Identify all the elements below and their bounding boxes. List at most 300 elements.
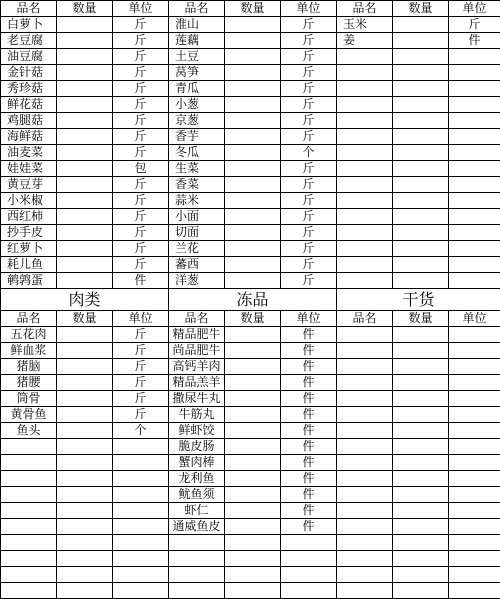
quantity-cell[interactable]: [225, 225, 281, 241]
table-row: [1, 567, 500, 583]
quantity-cell[interactable]: [393, 273, 449, 289]
empty-cell: [449, 81, 500, 97]
item-name: 猪脑: [1, 359, 57, 375]
empty-cell: [337, 455, 393, 471]
quantity-cell[interactable]: [225, 33, 281, 49]
empty-cell: [449, 273, 500, 289]
table-row: [1, 145, 500, 161]
quantity-cell[interactable]: [225, 359, 281, 375]
item-name: 尚品肥牛: [169, 343, 225, 359]
quantity-cell[interactable]: [393, 375, 449, 391]
empty-cell: [113, 439, 169, 455]
item-unit: 斤: [113, 327, 169, 343]
table-row: [1, 423, 500, 439]
quantity-cell[interactable]: [393, 535, 449, 551]
quantity-cell[interactable]: [393, 567, 449, 583]
col-header-unit: 单位: [281, 1, 337, 17]
empty-cell: [337, 327, 393, 343]
quantity-cell[interactable]: [393, 81, 449, 97]
empty-cell: [449, 471, 500, 487]
item-name: 老豆腐: [1, 33, 57, 49]
item-name: 娃娃菜: [1, 161, 57, 177]
empty-cell: [281, 535, 337, 551]
item-name: 兰花: [169, 241, 225, 257]
table-row: [1, 65, 500, 81]
item-name: 玉米: [337, 17, 393, 33]
item-unit: 斤: [113, 375, 169, 391]
quantity-cell[interactable]: [57, 97, 113, 113]
quantity-cell[interactable]: [393, 145, 449, 161]
quantity-cell[interactable]: [57, 583, 113, 599]
empty-cell: [449, 567, 500, 583]
item-unit: 斤: [281, 193, 337, 209]
quantity-cell[interactable]: [225, 177, 281, 193]
empty-cell: [281, 551, 337, 567]
table-row: [1, 161, 500, 177]
empty-cell: [337, 423, 393, 439]
empty-cell: [449, 327, 500, 343]
quantity-cell[interactable]: [225, 503, 281, 519]
item-unit: 斤: [281, 49, 337, 65]
col-header-name: 品名: [169, 311, 225, 327]
quantity-cell[interactable]: [225, 273, 281, 289]
item-unit: 件: [281, 519, 337, 535]
item-name: 金针菇: [1, 65, 57, 81]
empty-cell: [449, 503, 500, 519]
item-unit: 斤: [281, 177, 337, 193]
empty-cell: [337, 81, 393, 97]
item-unit: 斤: [113, 407, 169, 423]
quantity-cell[interactable]: [57, 487, 113, 503]
item-unit: 斤: [113, 65, 169, 81]
col-header-name: 品名: [1, 311, 57, 327]
quantity-cell[interactable]: [393, 519, 449, 535]
empty-cell: [449, 391, 500, 407]
quantity-cell[interactable]: [225, 81, 281, 97]
item-unit: 斤: [113, 129, 169, 145]
quantity-cell[interactable]: [393, 503, 449, 519]
quantity-cell[interactable]: [393, 241, 449, 257]
quantity-cell[interactable]: [57, 65, 113, 81]
quantity-cell[interactable]: [57, 81, 113, 97]
quantity-cell[interactable]: [393, 391, 449, 407]
table-row: [1, 359, 500, 375]
table-row: [1, 225, 500, 241]
empty-cell: [449, 225, 500, 241]
empty-cell: [337, 177, 393, 193]
table-row: [1, 327, 500, 343]
table-row: [1, 49, 500, 65]
table-row: [1, 455, 500, 471]
item-name: 抄手皮: [1, 225, 57, 241]
item-unit: 件: [113, 273, 169, 289]
empty-cell: [113, 455, 169, 471]
empty-cell: [337, 113, 393, 129]
empty-cell: [337, 551, 393, 567]
empty-cell: [337, 535, 393, 551]
quantity-cell[interactable]: [225, 97, 281, 113]
quantity-cell[interactable]: [225, 129, 281, 145]
quantity-cell[interactable]: [57, 17, 113, 33]
quantity-cell[interactable]: [393, 583, 449, 599]
item-unit: 斤: [113, 209, 169, 225]
empty-cell: [169, 567, 225, 583]
quantity-cell[interactable]: [57, 225, 113, 241]
empty-cell: [337, 193, 393, 209]
item-name: 小葱: [169, 97, 225, 113]
item-name: 通威鱼皮: [169, 519, 225, 535]
empty-cell: [169, 583, 225, 599]
col-header-qty: 数量: [225, 1, 281, 17]
item-name: 五花肉: [1, 327, 57, 343]
col-header-unit: 单位: [449, 311, 500, 327]
empty-cell: [113, 535, 169, 551]
item-name: 鲜血浆: [1, 343, 57, 359]
item-unit: 件: [281, 471, 337, 487]
quantity-cell[interactable]: [225, 423, 281, 439]
col-header-unit: 单位: [449, 1, 500, 17]
item-name: 青瓜: [169, 81, 225, 97]
table-row: [1, 375, 500, 391]
quantity-cell[interactable]: [393, 343, 449, 359]
quantity-cell[interactable]: [225, 49, 281, 65]
quantity-cell[interactable]: [393, 33, 449, 49]
quantity-cell[interactable]: [225, 257, 281, 273]
quantity-cell[interactable]: [57, 49, 113, 65]
item-unit: 包: [113, 161, 169, 177]
empty-cell: [113, 583, 169, 599]
quantity-cell[interactable]: [393, 17, 449, 33]
quantity-cell[interactable]: [57, 471, 113, 487]
quantity-cell[interactable]: [393, 407, 449, 423]
empty-cell: [449, 193, 500, 209]
item-unit: 斤: [113, 241, 169, 257]
col-header-name: 品名: [337, 311, 393, 327]
quantity-cell[interactable]: [225, 327, 281, 343]
table-row: [1, 17, 500, 33]
empty-cell: [281, 567, 337, 583]
empty-cell: [1, 551, 57, 567]
empty-cell: [1, 439, 57, 455]
empty-cell: [449, 407, 500, 423]
item-name: 莲藕: [169, 33, 225, 49]
quantity-cell[interactable]: [225, 193, 281, 209]
quantity-cell[interactable]: [57, 423, 113, 439]
item-name: 洋葱: [169, 273, 225, 289]
quantity-cell[interactable]: [57, 551, 113, 567]
table-row: [1, 439, 500, 455]
item-unit: 斤: [281, 65, 337, 81]
quantity-cell[interactable]: [225, 439, 281, 455]
section-title-row: [1, 289, 500, 311]
quantity-cell[interactable]: [57, 241, 113, 257]
table-row: [1, 177, 500, 193]
quantity-cell[interactable]: [57, 519, 113, 535]
empty-cell: [449, 535, 500, 551]
empty-cell: [169, 551, 225, 567]
item-name: 蒜米: [169, 193, 225, 209]
quantity-cell[interactable]: [225, 583, 281, 599]
section-title-meat: 肉类: [1, 289, 169, 311]
item-name: 耗儿鱼: [1, 257, 57, 273]
quantity-cell[interactable]: [393, 327, 449, 343]
item-unit: 斤: [113, 145, 169, 161]
item-name: 黄豆芽: [1, 177, 57, 193]
empty-cell: [449, 209, 500, 225]
table-row: [1, 273, 500, 289]
empty-cell: [449, 145, 500, 161]
col-header-qty: 数量: [393, 1, 449, 17]
empty-cell: [449, 241, 500, 257]
header-row: [1, 1, 500, 17]
empty-cell: [113, 487, 169, 503]
item-name: 西红柿: [1, 209, 57, 225]
quantity-cell[interactable]: [393, 97, 449, 113]
section-title-dry: 干货: [337, 289, 500, 311]
item-name: 切面: [169, 225, 225, 241]
quantity-cell[interactable]: [57, 161, 113, 177]
quantity-cell[interactable]: [225, 209, 281, 225]
quantity-cell[interactable]: [393, 161, 449, 177]
item-unit: 斤: [113, 257, 169, 273]
quantity-cell[interactable]: [225, 407, 281, 423]
quantity-cell[interactable]: [57, 503, 113, 519]
item-unit: 斤: [113, 193, 169, 209]
empty-cell: [337, 359, 393, 375]
item-name: 白萝卜: [1, 17, 57, 33]
empty-cell: [449, 487, 500, 503]
quantity-cell[interactable]: [393, 423, 449, 439]
empty-cell: [337, 471, 393, 487]
empty-cell: [449, 97, 500, 113]
table-row: [1, 407, 500, 423]
quantity-cell[interactable]: [225, 65, 281, 81]
empty-cell: [337, 407, 393, 423]
quantity-cell[interactable]: [57, 455, 113, 471]
quantity-cell[interactable]: [225, 241, 281, 257]
quantity-cell[interactable]: [393, 455, 449, 471]
empty-cell: [337, 241, 393, 257]
item-unit: 件: [281, 455, 337, 471]
table-row: [1, 241, 500, 257]
item-unit: 斤: [113, 225, 169, 241]
item-unit: 斤: [449, 17, 500, 33]
quantity-cell[interactable]: [225, 519, 281, 535]
quantity-cell[interactable]: [393, 487, 449, 503]
item-name: 高钙羊肉: [169, 359, 225, 375]
table-row: [1, 487, 500, 503]
item-unit: 件: [281, 487, 337, 503]
empty-cell: [1, 519, 57, 535]
item-name: 撒尿牛丸: [169, 391, 225, 407]
item-name: 姜: [337, 33, 393, 49]
quantity-cell[interactable]: [225, 343, 281, 359]
quantity-cell[interactable]: [57, 359, 113, 375]
item-name: 蟹肉棒: [169, 455, 225, 471]
quantity-cell[interactable]: [393, 65, 449, 81]
quantity-cell[interactable]: [393, 193, 449, 209]
empty-cell: [169, 535, 225, 551]
item-unit: 斤: [281, 241, 337, 257]
item-name: 秀珍菇: [1, 81, 57, 97]
table-row: [1, 257, 500, 273]
item-unit: 斤: [113, 81, 169, 97]
empty-cell: [449, 583, 500, 599]
quantity-cell[interactable]: [225, 567, 281, 583]
quantity-cell[interactable]: [57, 33, 113, 49]
empty-cell: [449, 439, 500, 455]
empty-cell: [1, 503, 57, 519]
section-title-frozen: 冻品: [169, 289, 337, 311]
item-name: 猪腰: [1, 375, 57, 391]
item-name: 蕃西: [169, 257, 225, 273]
empty-cell: [449, 343, 500, 359]
empty-cell: [449, 375, 500, 391]
quantity-cell[interactable]: [225, 113, 281, 129]
empty-cell: [337, 273, 393, 289]
quantity-cell[interactable]: [393, 439, 449, 455]
empty-cell: [337, 49, 393, 65]
item-name: 淮山: [169, 17, 225, 33]
item-name: 鹌鹑蛋: [1, 273, 57, 289]
item-unit: 斤: [113, 33, 169, 49]
item-name: 小米椒: [1, 193, 57, 209]
item-unit: 斤: [281, 81, 337, 97]
quantity-cell[interactable]: [57, 209, 113, 225]
col-header-qty: 数量: [393, 311, 449, 327]
item-unit: 个: [113, 423, 169, 439]
quantity-cell[interactable]: [225, 455, 281, 471]
item-name: 香菜: [169, 177, 225, 193]
quantity-cell[interactable]: [57, 407, 113, 423]
quantity-cell[interactable]: [225, 487, 281, 503]
item-unit: 个: [281, 145, 337, 161]
quantity-cell[interactable]: [393, 471, 449, 487]
quantity-cell[interactable]: [57, 145, 113, 161]
item-name: 龙利鱼: [169, 471, 225, 487]
item-name: 脆皮肠: [169, 439, 225, 455]
item-unit: 斤: [113, 97, 169, 113]
quantity-cell[interactable]: [225, 535, 281, 551]
table-row: [1, 81, 500, 97]
quantity-cell[interactable]: [57, 193, 113, 209]
empty-cell: [1, 583, 57, 599]
quantity-cell[interactable]: [57, 273, 113, 289]
quantity-cell[interactable]: [57, 129, 113, 145]
empty-cell: [449, 113, 500, 129]
quantity-cell[interactable]: [225, 471, 281, 487]
empty-cell: [1, 567, 57, 583]
empty-cell: [449, 161, 500, 177]
table-row: [1, 33, 500, 49]
quantity-cell[interactable]: [393, 129, 449, 145]
item-name: 小面: [169, 209, 225, 225]
item-unit: 斤: [281, 17, 337, 33]
empty-cell: [337, 129, 393, 145]
item-unit: 斤: [281, 225, 337, 241]
quantity-cell[interactable]: [393, 209, 449, 225]
quantity-cell[interactable]: [225, 375, 281, 391]
quantity-cell[interactable]: [57, 343, 113, 359]
item-unit: 斤: [113, 177, 169, 193]
empty-cell: [449, 359, 500, 375]
quantity-cell[interactable]: [393, 257, 449, 273]
col-header-unit: 单位: [113, 1, 169, 17]
item-unit: 斤: [113, 343, 169, 359]
empty-cell: [449, 423, 500, 439]
quantity-cell[interactable]: [57, 177, 113, 193]
empty-cell: [337, 343, 393, 359]
quantity-cell[interactable]: [393, 49, 449, 65]
col-header-qty: 数量: [57, 311, 113, 327]
item-name: 鲜花菇: [1, 97, 57, 113]
item-name: 黄骨鱼: [1, 407, 57, 423]
quantity-cell[interactable]: [393, 359, 449, 375]
quantity-cell[interactable]: [57, 535, 113, 551]
item-name: 鱿鱼须: [169, 487, 225, 503]
empty-cell: [337, 583, 393, 599]
item-name: 香芋: [169, 129, 225, 145]
item-unit: 斤: [113, 391, 169, 407]
item-unit: 斤: [281, 129, 337, 145]
quantity-cell[interactable]: [57, 439, 113, 455]
empty-cell: [113, 471, 169, 487]
item-unit: 斤: [281, 209, 337, 225]
table-row: [1, 519, 500, 535]
quantity-cell[interactable]: [57, 567, 113, 583]
quantity-cell[interactable]: [393, 225, 449, 241]
quantity-cell[interactable]: [57, 327, 113, 343]
item-unit: 斤: [281, 113, 337, 129]
empty-cell: [113, 519, 169, 535]
quantity-cell[interactable]: [393, 177, 449, 193]
quantity-cell[interactable]: [57, 113, 113, 129]
item-unit: 斤: [113, 17, 169, 33]
col-header-name: 品名: [169, 1, 225, 17]
empty-cell: [337, 225, 393, 241]
quantity-cell[interactable]: [57, 375, 113, 391]
quantity-cell[interactable]: [225, 551, 281, 567]
empty-cell: [337, 567, 393, 583]
empty-cell: [1, 471, 57, 487]
quantity-cell[interactable]: [225, 17, 281, 33]
quantity-cell[interactable]: [225, 161, 281, 177]
table-row: [1, 503, 500, 519]
quantity-cell[interactable]: [225, 391, 281, 407]
item-unit: 斤: [113, 359, 169, 375]
table-row: [1, 113, 500, 129]
quantity-cell[interactable]: [225, 145, 281, 161]
item-name: 鱼头: [1, 423, 57, 439]
table-row: [1, 391, 500, 407]
quantity-cell[interactable]: [393, 113, 449, 129]
col-header-name: 品名: [337, 1, 393, 17]
empty-cell: [337, 257, 393, 273]
empty-cell: [449, 177, 500, 193]
item-name: 筒骨: [1, 391, 57, 407]
quantity-cell[interactable]: [57, 257, 113, 273]
empty-cell: [337, 503, 393, 519]
table-row: [1, 583, 500, 599]
table-row: [1, 193, 500, 209]
empty-cell: [337, 391, 393, 407]
quantity-cell[interactable]: [393, 551, 449, 567]
col-header-unit: 单位: [113, 311, 169, 327]
empty-cell: [449, 551, 500, 567]
item-name: 鸡腿菇: [1, 113, 57, 129]
quantity-cell[interactable]: [57, 391, 113, 407]
empty-cell: [337, 97, 393, 113]
